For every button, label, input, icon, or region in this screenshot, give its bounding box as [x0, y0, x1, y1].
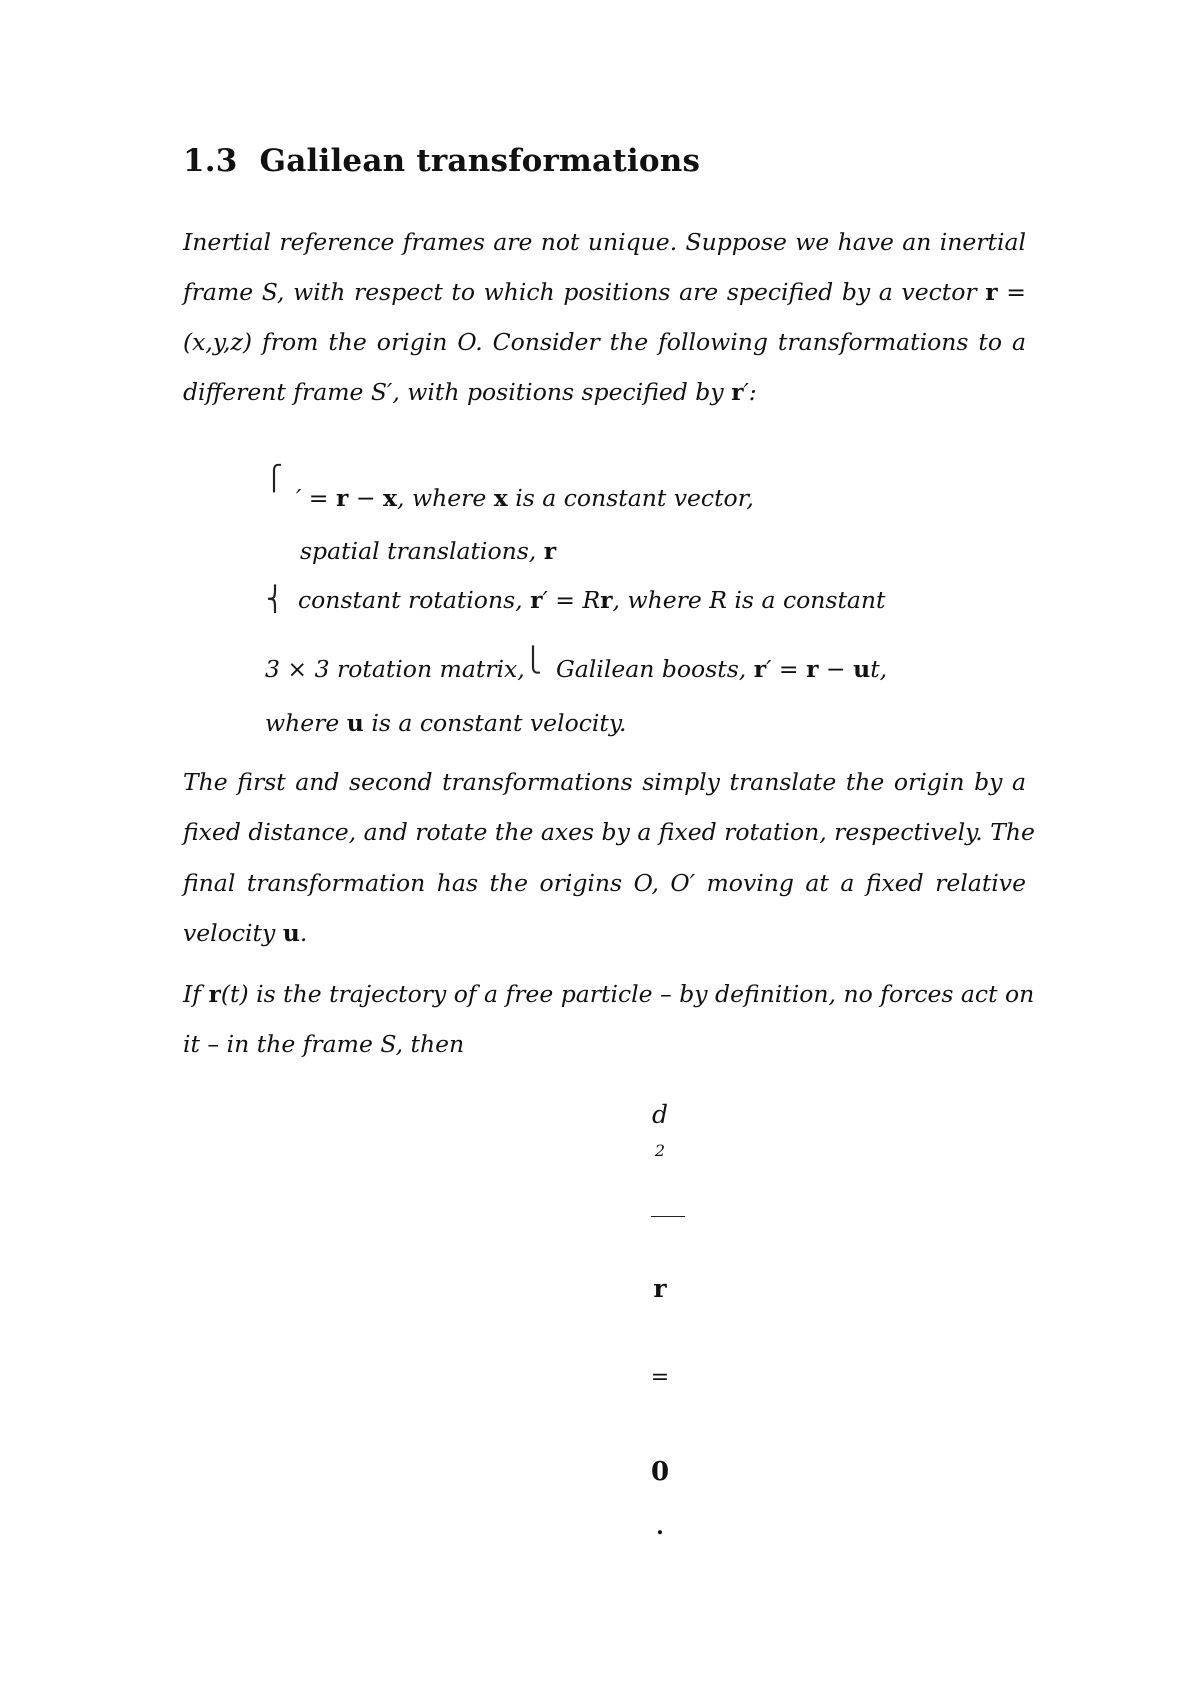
- equation-r: r: [653, 1274, 667, 1303]
- brace-middle: ⎨: [266, 585, 284, 613]
- para2-line2: fixed distance, and rotate the axes by a fixed rotation, respectively. The: [183, 818, 1035, 846]
- para1-line2: frame S, with respect to which positions are specified by a vector r =: [183, 278, 1026, 306]
- para1-line1: Inertial reference frames are not unique. Suppose we have an inertial: [183, 228, 1026, 256]
- brace-bottom: ⎩: [524, 646, 542, 674]
- transform-line3: constant rotations, r′ = Rr, where R is a constant: [298, 586, 886, 614]
- para2-line4: velocity u.: [183, 919, 308, 947]
- section-title: Galilean transformations: [259, 143, 701, 179]
- para1-line3: (x,y,z) from the origin O. Consider the following transformations to a: [183, 328, 1026, 356]
- transform-line5: where u is a constant velocity.: [265, 709, 627, 737]
- equation-d: d: [651, 1100, 668, 1129]
- equation-fraction-bar: [651, 1216, 685, 1217]
- equation-exponent: 2: [654, 1141, 666, 1160]
- transform-line4: 3 × 3 rotation matrix,: [265, 655, 525, 683]
- brace-top: ⎧: [265, 464, 283, 492]
- para1-line4: different frame S′, with positions specified by r′:: [183, 378, 757, 406]
- transform-line4b: Galilean boosts, r′ = r − ut,: [556, 655, 888, 683]
- transform-line1: ′ = r − x, where x is a constant vector,: [296, 484, 754, 512]
- equation-period: .: [656, 1514, 664, 1540]
- section-number: 1.3: [183, 143, 238, 179]
- transform-line2: spatial translations, r: [300, 537, 557, 565]
- equation-zero: 0: [650, 1457, 670, 1487]
- section-heading: [183, 143, 700, 179]
- para3-line1: If r(t) is the trajectory of a free particle – by definition, no forces act on: [183, 980, 1035, 1008]
- para3-line2: it – in the frame S, then: [183, 1030, 465, 1058]
- para2-line1: The first and second transformations simply translate the origin by a: [183, 768, 1026, 796]
- equation-equals: =: [650, 1365, 670, 1390]
- para2-line3: final transformation has the origins O, O′ moving at a fixed relative: [183, 869, 1026, 897]
